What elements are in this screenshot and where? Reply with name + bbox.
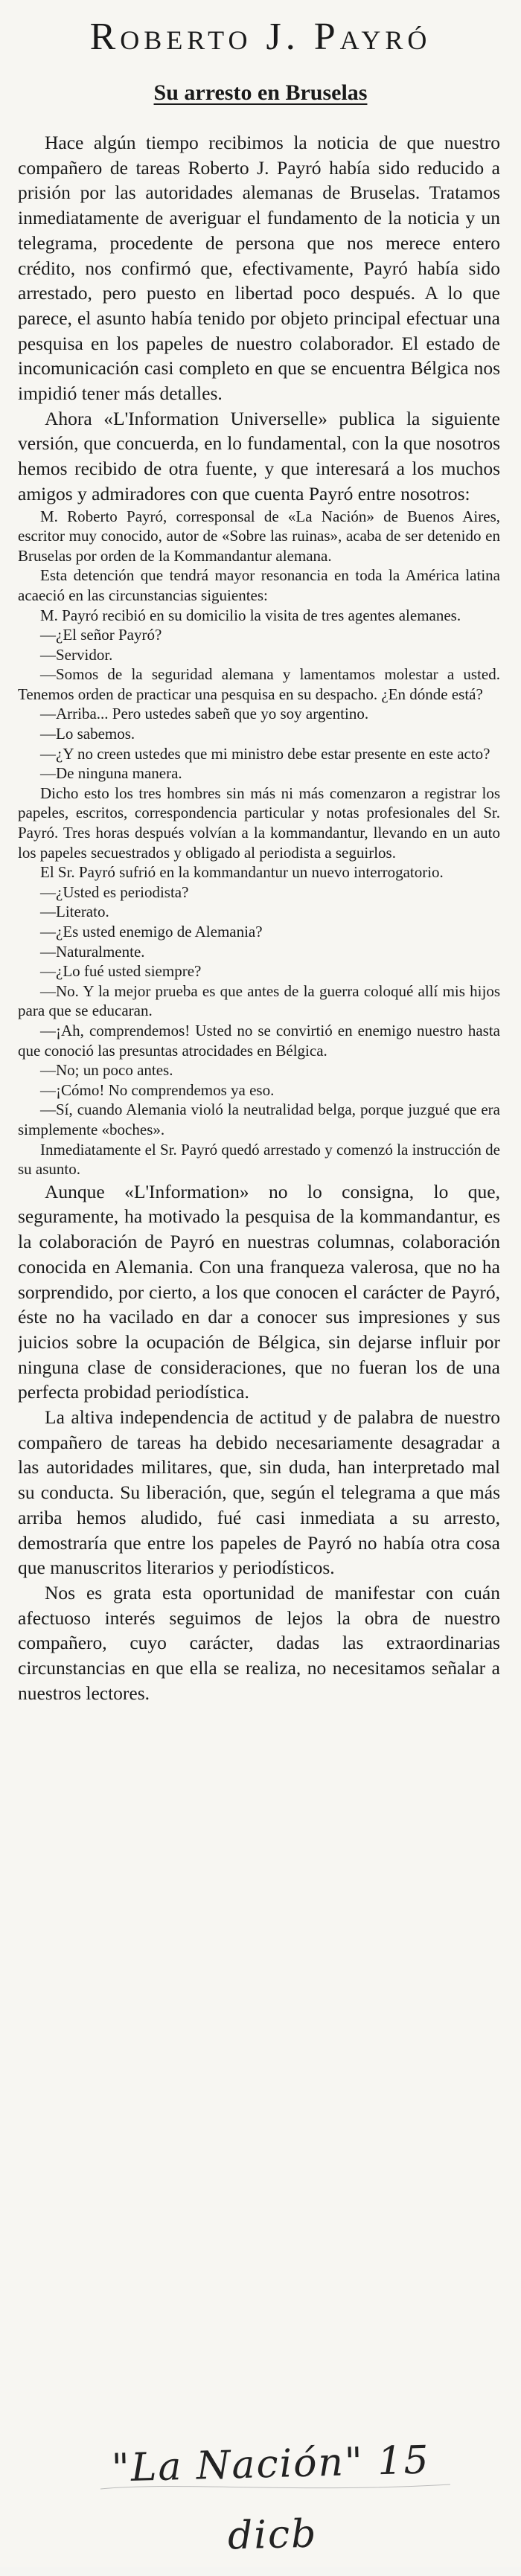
paragraph: Nos es grata esta oportunidad de manifestar con cuán afectuoso interés seguimos de lejos la obra de nuestro compañero, cuyo carácter, dadas las extraordinarias circunstancias en que ella se realiza, no necesitamos señalar a nuestros lectores. [18,1581,500,1704]
dialogue-line: —¡Cómo! No comprendemos ya eso. [40,1080,275,1099]
dialogue-line: —¿Lo fué usted siempre? [40,962,202,981]
paragraph: Inmediatamente el Sr. Payró quedó arrestado y comenzó la instrucción de su asunto. [18,1140,500,1179]
paragraph: Aunque «L'Information» no lo consigna, lo que, seguramente, ha motivado la pesquisa de la kommandantur, es la colaboración de Payró en nuestras columnas, colaboración conocida en Alemania. Con una franqueza valerosa, que no ha sorprendido, por cierto, a los que conocen el carácter de Payró, éste no ha vacilado en dar a conocer sus impresiones y sus juicios sobre la ocupación de Bélgica, sin dejarse influir por ninguna clase de consideraciones, que no fueran los de una perfecta probidad periodística. [18,1180,500,1403]
handwritten-note [71,2429,473,2559]
dialogue-line: —¿Y no creen ustedes que mi ministro debe estar presente en este acto? [40,744,490,763]
dialogue-line: —Somos de la seguridad alemana y lamentamos molestar a usted. Tenemos orden de practicar una pesquisa en su despacho. ¿En dónde está? [18,665,500,703]
lead-section [18,130,500,507]
dialogue-line: —¿Usted es periodista? [40,882,189,901]
dialogue-line: —No. Y la mejor prueba es que antes de la guerra coloqué allí mis hijos para que se educaran. [18,981,500,1020]
headline: Roberto J. Payró [89,16,432,58]
paragraph: Esta detención que tendrá mayor resonancia en toda la América latina acaeció en las circunstancias siguientes: [18,566,500,604]
paragraph: La altiva independencia de actitud y de palabra de nuestro compañero de tareas ha debido necesariamente desagradar a las autoridades militares, que, sin duda, han interpretado mal su conducta. Su liberación, que, según el telegrama a que más arriba hemos aludido, fué casi inmediata a su arresto, demostraría que entre los papeles de Payró no había otra cosa que manuscritos literarios y periodísticos. [18,1406,500,1579]
handwritten-source-date: "La Nación" 15 dicb [111,2438,431,2559]
paragraph: M. Roberto Payró, corresponsal de «La Nación» de Buenos Aires, escritor muy conocido, autor de «Sobre las ruinas», acaba de ser detenido en Bruselas por orden de la Kommandantur alemana. [18,507,500,565]
subheadline: Su arresto en Bruselas [153,80,368,105]
paragraph: El Sr. Payró sufrió en la kommandantur un nuevo interrogatorio. [40,863,444,882]
dialogue-line: —Arriba... Pero ustedes sabeñ que yo soy argentino. [40,705,369,723]
dialogue-line: —Lo sabemos. [40,725,135,743]
article-body [18,130,500,2418]
dialogue-line: —¿El señor Payró? [40,626,162,644]
paragraph: M. Payró recibió en su domicilio la visita de tres agentes alemanes. [40,606,461,624]
dialogue-line: —De ninguna manera. [40,764,182,783]
paragraph: Ahora «L'Information Universelle» publica la siguiente versión, que concuerda, en lo fundamental, con la que nosotros hemos recibido de otra fuente, y que interesará a los muchos amigos y admiradores con que cuenta Payró entre nosotros: [18,407,500,504]
dialogue-line: —Servidor. [40,645,113,664]
dialogue-line: —¡Ah, comprendemos! Usted no se convirtió en enemigo nuestro hasta que conoció las presuntas atrocidades en Bélgica. [18,1021,500,1060]
dialogue-line: —¿Es usted enemigo de Alemania? [40,923,263,941]
dialogue-line: —Sí, cuando Alemania violó la neutralidad belga, porque juzgué que era simplemente «boches». [18,1100,500,1138]
paragraph: Dicho esto los tres hombres sin más ni más comenzaron a registrar los papeles, escritos, correspondencia particular y notas profesionales del Sr. Payró. Tres horas después volvían a la kommandantur, llevando en un auto los papeles secuestrados y obligado al periodista a seguirlos. [18,784,500,862]
dialogue-line: —Naturalmente. [40,942,145,961]
quoted-section [18,507,500,1179]
closing-section [18,1179,500,1706]
paragraph: Hace algún tiempo recibimos la noticia de que nuestro compañero de tareas Roberto J. Payró había sido reducido a prisión por las autoridades alemanas de Bruselas. Tratamos inmediatamente de averiguar el fundamento de la noticia y un telegrama, procedente de persona que nos merece entero crédito, nos confirmó que, efectivamente, Payró había sido arrestado, pero puesto en libertad poco después. A lo que parece, el asunto había tenido por objeto principal efectuar una pesquisa en los papeles de nuestro colaborador. El estado de incomunicación casi completo en que se encuentra Bélgica nos impidió tener más detalles. [18,132,500,405]
dialogue-line: —No; un poco antes. [40,1061,173,1080]
dialogue-line: —Literato. [40,903,109,921]
